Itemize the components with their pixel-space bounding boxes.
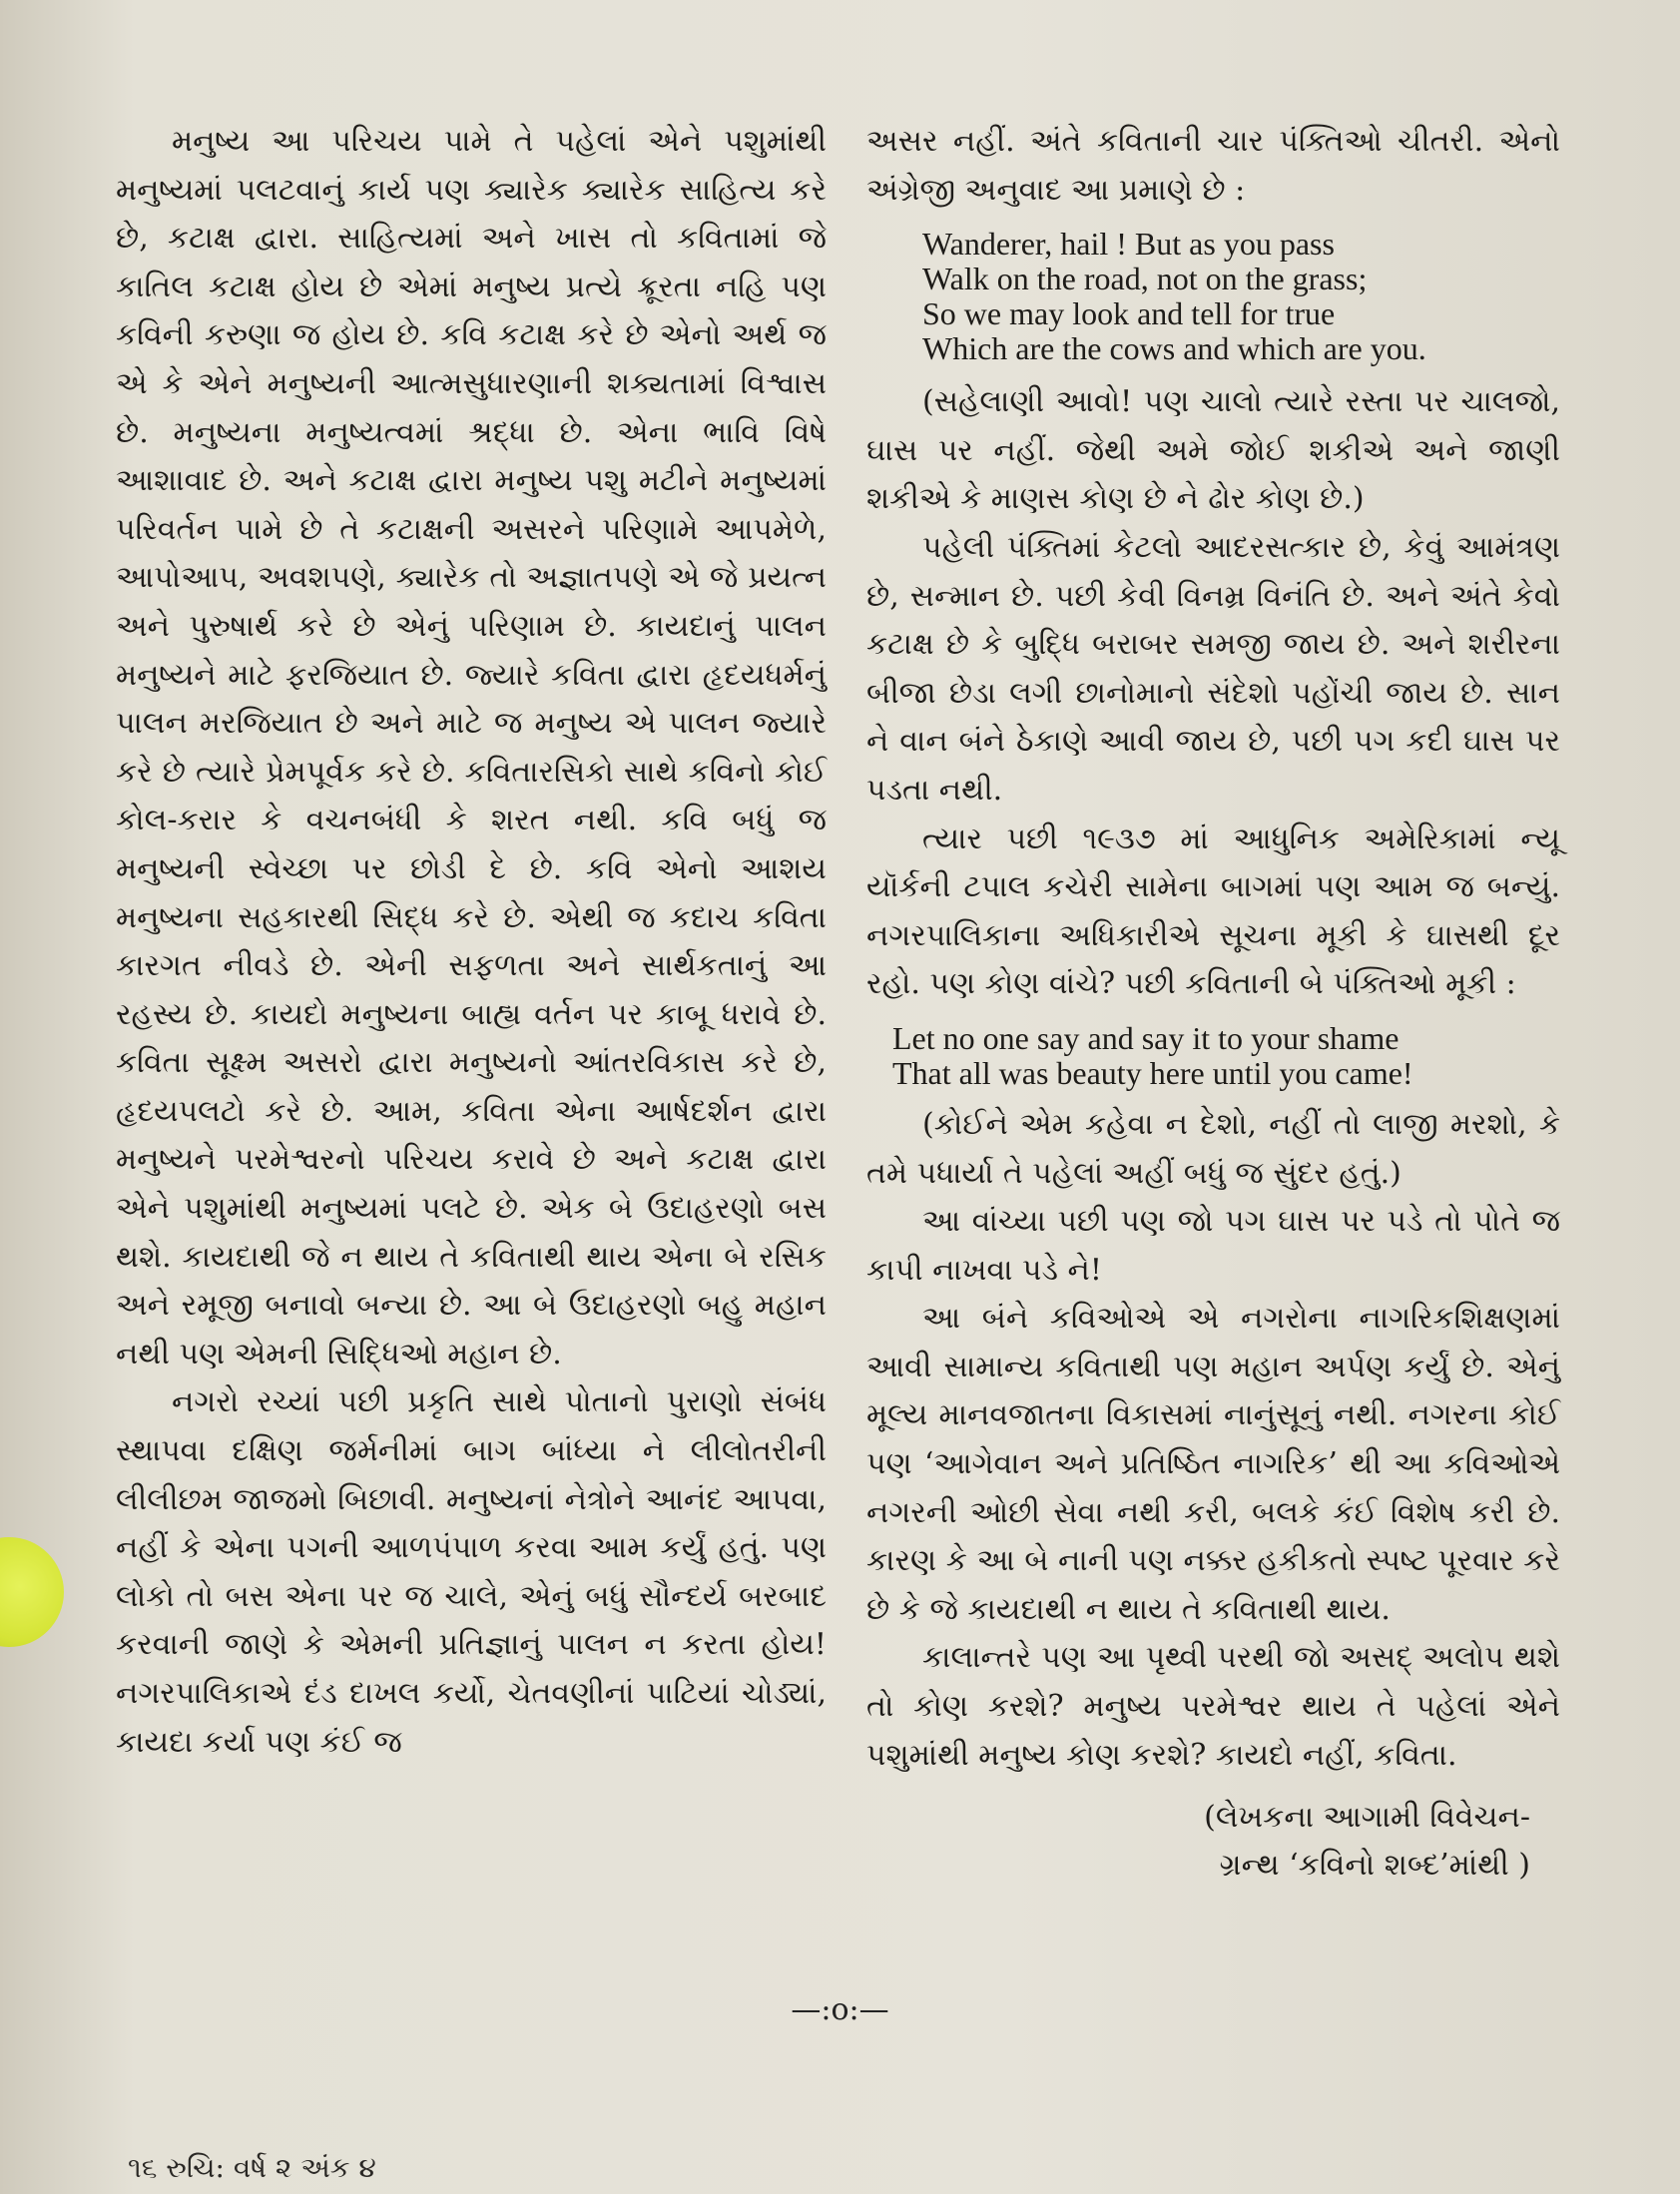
- poem-line: That all was beauty here until you came!: [892, 1054, 1413, 1091]
- credit-line-2: ગ્રન્થ ‘કવિનો શબ્દ’માંથી ): [1219, 1848, 1530, 1884]
- page-footer: ૧૬ રુચિ: વર્ષ ૨ અંક ૪: [128, 2151, 376, 2184]
- translation-1: (સહેલાણી આવો! પણ ચાલો ત્યારે રસ્તા પર ચાલજો, ઘાસ પર નહીં. જેથી અમે જોઈ શકીએ અને જાણી શકીએ કે માણસ કોણ છે ને ઢોર કોણ છે.): [866, 384, 1560, 517]
- source-credit: [866, 1794, 1560, 1890]
- right-paragraph-4: આ વાંચ્યા પછી પણ જો પગ ઘાસ પર પડે તો પોતે જ કાપી નાખવા પડે ને!: [866, 1204, 1560, 1288]
- yellow-page-tab: [0, 1537, 64, 1647]
- poem-english-1: [866, 227, 1560, 366]
- poem-line: Walk on the road, not on the grass;: [922, 261, 1368, 297]
- poem-line: Let no one say and say it to your shame: [892, 1019, 1400, 1056]
- right-intro-paragraph: અસર નહીં. અંતે કવિતાની ચાર પંક્તિઓ ચીતરી. એનો અંગ્રેજી અનુવાદ આ પ્રમાણે છે :: [866, 124, 1560, 208]
- left-paragraph-1: મનુષ્ય આ પરિચય પામે તે પહેલાં એને પશુમાંથી મનુષ્યમાં પલટવાનું કાર્ય પણ ક્યારેક ક્યારેક સાહિત્ય કરે છે, કટાક્ષ દ્વારા. સાહિત્યમાં અને ખાસ તો કવિતામાં જે કાતિલ કટાક્ષ હોય છે એમાં મનુષ્ય પ્રત્યે ક્રૂરતા નહિ પણ કવિની કરુણા જ હોય છે. કવિ કટાક્ષ કરે છે એનો અર્થ જ એ કે એને મનુષ્યની આત્મસુધારણાની શક્યતામાં વિશ્વાસ છે. મનુષ્યના મનુષ્યત્વમાં શ્રદ્ધા છે. એના ભાવિ વિષે આશાવાદ છે. અને કટાક્ષ દ્વારા મનુષ્ય પશુ મટીને મનુષ્યમાં પરિવર્તન પામે છે તે કટાક્ષની અસરને પરિણામે આપમેળે, આપોઆપ, અવશપણે, ક્યારેક તો અજ્ઞાતપણે એ જે પ્રયત્ન અને પુરુષાર્થ કરે છે એનું પરિણામ છે. કાયદાનું પાલન મનુષ્યને માટે ફરજિયાત છે. જ્યારે કવિતા દ્વારા હૃદયધર્મનું પાલન મરજિયાત છે અને માટે જ મનુષ્ય એ પાલન જ્યારે કરે છે ત્યારે પ્રેમપૂર્વક કરે છે. કવિતારસિકો સાથે કવિનો કોઈ કોલ-કરાર કે વચનબંધી કે શરત નથી. કવિ બધું જ મનુષ્યની સ્વેચ્છા પર છોડી દે છે. કવિ એનો આશય મનુષ્યના સહકારથી સિદ્ધ કરે છે. એથી જ કદાચ કવિતા કારગત નીવડે છે. એની સફળતા અને સાર્થકતાનું આ રહસ્ય છે. કાયદો મનુષ્યના બાહ્ય વર્તન પર કાબૂ ધરાવે છે. કવિતા સૂક્ષ્મ અસરો દ્વારા મનુષ્યનો આંતરવિકાસ કરે છે, હૃદયપલટો કરે છે. આમ, કવિતા એના આર્ષદર્શન દ્વારા મનુષ્યને પરમેશ્વરનો પરિચય કરાવે છે અને કટાક્ષ દ્વારા એને પશુમાંથી મનુષ્યમાં પલટે છે. એક બે ઉદાહરણો બસ થશે. કાયદાથી જે ન થાય તે કવિતાથી થાય એના બે રસિક અને રમૂજી બનાવો બન્યા છે. આ બે ઉદાહરણો બહુ મહાન નથી પણ એમની સિદ્ધિઓ મહાન છે.: [116, 124, 827, 1371]
- right-column: [866, 118, 1560, 1890]
- poem-line: Which are the cows and which are you.: [922, 330, 1426, 367]
- right-paragraph-6: કાલાન્તરે પણ આ પૃથ્વી પરથી જો અસદ્ અલોપ થશે તો કોણ કરશે? મનુષ્ય પરમેશ્વર થાય તે પહેલાં એને પશુમાંથી મનુષ્ય કોણ કરશે? કાયદો નહીં, કવિતા.: [866, 1640, 1560, 1773]
- translation-2: (કોઈને એમ કહેવા ન દેશો, નહીં તો લાજી મરશો, કે તમે પધાર્યા તે પહેલાં અહીં બધું જ સુંદર હતું.): [866, 1106, 1560, 1191]
- poem-line: Wanderer, hail ! But as you pass: [922, 226, 1335, 263]
- poem-english-2: [866, 1021, 1560, 1091]
- section-divider: —:o:—: [791, 1992, 889, 2027]
- poem-line: So we may look and tell for true: [922, 295, 1336, 332]
- right-paragraph-2: પહેલી પંક્તિમાં કેટલો આદરસત્કાર છે, કેવું આમંત્રણ છે, સન્માન છે. પછી કેવી વિનમ્ર વિનંતિ છે. અને અંતે કેવો કટાક્ષ છે કે બુદ્ધિ બરાબર સમજી જાય છે. અને શરીરના બીજા છેડા લગી છાનોમાનો સંદેશો પહોંચી જાય છે. સાન ને વાન બંને ઠેકાણે આવી જાય છે, પછી પગ કદી ઘાસ પર પડતા નથી.: [866, 529, 1560, 808]
- credit-line-1: (લેખકના આગામી વિવેચન-: [1204, 1800, 1530, 1836]
- left-paragraph-2: નગરો રચ્યાં પછી પ્રકૃતિ સાથે પોતાનો પુરાણો સંબંધ સ્થાપવા દક્ષિણ જર્મનીમાં બાગ બાંધ્યા ને લીલોતરીની લીલીછમ જાજમો બિછાવી. મનુષ્યનાં નેત્રોને આનંદ આપવા, નહીં કે એના પગની આળપંપાળ કરવા આમ કર્યું હતું. પણ લોકો તો બસ એના પર જ ચાલે, એનું બધું સૌન્દર્ય બરબાદ કરવાની જાણે કે એમની પ્રતિજ્ઞાનું પાલન ન કરતા હોય! નગરપાલિકાએ દંડ દાખલ કર્યો, ચેતવણીનાં પાટિયાં ચોડ્યાં, કાયદા કર્યા પણ કંઈ જ: [116, 1384, 827, 1760]
- left-column: [116, 118, 827, 1767]
- right-paragraph-5: આ બંને કવિઓએ એ નગરોના નાગરિકશિક્ષણમાં આવી સામાન્ય કવિતાથી પણ મહાન અર્પણ કર્યું છે. એનું મૂલ્ય માનવજાતના વિકાસમાં નાનુંસૂનું નથી. નગરના કોઈ પણ ‘આગેવાન અને પ્રતિષ્ઠિત નાગરિક’ થી આ કવિઓએ નગરની ઓછી સેવા નથી કરી, બલકે કંઈ વિશેષ કરી છે. કારણ કે આ બે નાની પણ નક્કર હકીકતો સ્પષ્ટ પૂરવાર કરે છે કે જે કાયદાથી ન થાય તે કવિતાથી થાય.: [866, 1301, 1560, 1627]
- right-paragraph-3: ત્યાર પછી ૧૯૩૭ માં આધુનિક અમેરિકામાં ન્યૂ યૉર્કની ટપાલ કચેરી સામેના બાગમાં પણ આમ જ બન્યું. નગરપાલિકાના અધિકારીએ સૂચના મૂકી કે ઘાસથી દૂર રહો. પણ કોણ વાંચે? પછી કવિતાની બે પંક્તિઓ મૂકી :: [866, 821, 1560, 1002]
